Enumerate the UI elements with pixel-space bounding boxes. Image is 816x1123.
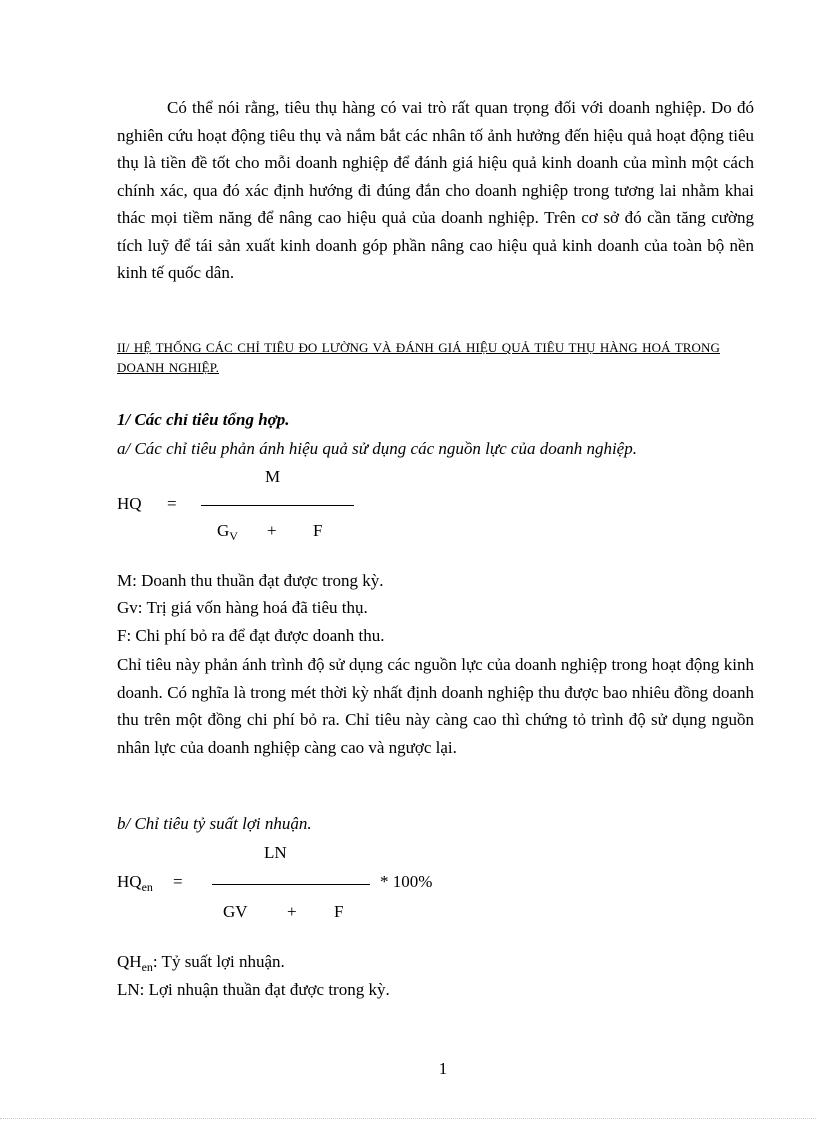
subsection-title: 1/ Các chỉ tiêu tổng hợp. [117,410,290,429]
formula2-den-gv: GV [223,902,248,921]
intro-paragraph [117,94,754,287]
page-bottom-border [0,1118,816,1119]
definition-qh-en: $QH_{en}$: Tỷ suất lợi nhuận. [117,952,285,974]
formula1-den-f: F [313,521,323,540]
formula2-lhs: $HQ_{en}$ [117,872,153,894]
intro-paragraph-text: Có thể nói rằng, tiêu thụ hàng có vai trò rất quan trọng đối với doanh nghiệp. Do đó nghiên cứu hoạt động tiêu thụ và nắm bắt các nhân tố ảnh hưởng đến hiệu quả hoạt động tiêu thụ là tiền đề tốt cho mỗi doanh nghiệp để đánh giá hiệu quả kinh doanh của mình một cách chính xác, qua đó xác định hướng đi đúng đắn cho doanh nghiệp trong tương lai nhằm khai thác mọi tiềm năng để nâng cao hiệu quả của doanh nghiệp. Trên cơ sở đó cần tăng cường tích luỹ để tái sản xuất kinh doanh góp phần nâng cao hiệu quả kinh doanh của toàn bộ nền kinh tế quốc dân. [117,98,754,282]
formula2-fraction-bar [212,884,370,885]
formula1-numerator: M [265,467,281,486]
formula1-den-g-sub: V [229,529,238,543]
definition-m: M: Doanh thu thuần đạt được trong kỳ. [117,571,384,590]
formula2-lhs-sub: en [141,880,153,894]
formula1-fraction-bar [201,505,354,506]
formula1-equals: = [167,494,177,513]
formula2-equals: = [173,872,183,891]
explanation-a: Chỉ tiêu này phản ánh trình độ sử dụng các nguồn lực của doanh nghiệp trong hoạt động kinh doanh. Có nghĩa là trong mét thời kỳ nhất định doanh nghiệp thu được bao nhiêu đồng doanh thu trên một đồng chi phí bỏ ra. Chỉ tiêu này càng cao thì chứng tỏ trình độ sử dụng nguồn nhân lực của doanh nghiệp càng cao và ngược lại. [117,655,754,757]
formula2-numerator: LN [264,843,287,862]
section-heading: II/ HỆ THỐNG CÁC CHỈ TIÊU ĐO LƯỜNG VÀ ĐÁNH GIÁ HIỆU QUẢ TIÊU THỤ HÀNG HOÁ TRONG DOANH NGHIỆP. [117,340,720,375]
definition-ln: LN: Lợi nhuận thuần đạt được trong kỳ. [117,980,390,999]
formula1-den-g: $G_V$ [217,521,238,543]
definition-qh-en-sub: en [141,960,153,974]
item-a-title: a/ Các chỉ tiêu phản ánh hiệu quả sử dụng các nguồn lực của doanh nghiệp. [117,439,637,458]
formula2-plus: + [287,902,297,921]
page-number: 1 [438,1059,448,1078]
definition-gv: Gv: Trị giá vốn hàng hoá đã tiêu thụ. [117,598,368,617]
definition-f: F: Chi phí bỏ ra để đạt được doanh thu. [117,626,385,645]
formula2-multiplier: * 100% [380,872,433,891]
formula2-den-f: F [334,902,344,921]
formula1-plus: + [267,521,277,540]
item-b-title: b/ Chỉ tiêu tỷ suất lợi nhuận. [117,814,312,833]
formula1-lhs: HQ [117,494,142,513]
